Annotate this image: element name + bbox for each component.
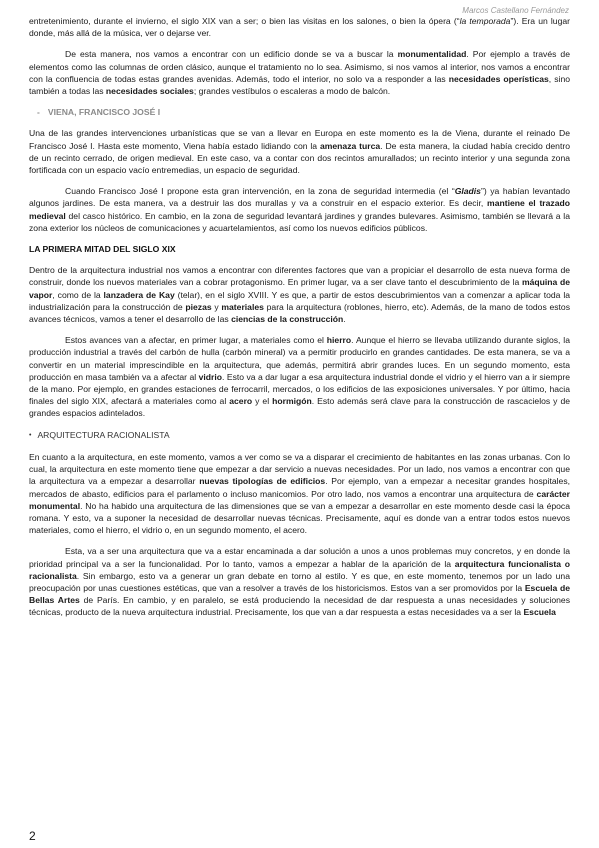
page-body: [29, 15, 570, 628]
paragraph: Dentro de la arquitectura industrial nos vamos a encontrar con diferentes factores que van a propiciar el desarrollo de esta nueva forma de construir, donde los nuevos materiales van a cobrar protagonismo. En primer lugar, va a ser clave tanto el descubrimiento de la máquina de vapor, como de la lanzadera de Kay (telar), en el siglo XVIII. Y es que, a partir de estos descubrimientos van a comenzar a aplicar toda la industrialización para la construcción de piezas y materiales para la arquitectura (roblones, hierro, etc). Además, de la mano de todos estos avances técnicos, vamos a tener el desarrollo de las ciencias de la construcción.: [29, 265, 571, 325]
paragraph: entretenimiento, durante el invierno, el siglo XIX van a ser; o bien las visitas en los salones, o bien la ópera (“la temporada”). Era un lugar donde, más allá de la música, ver o dejarse ver.: [29, 16, 570, 39]
paragraph: De esta manera, nos vamos a encontrar con un edificio donde se va a buscar la monumentalidad. Por ejemplo a través de elementos como las columnas de orden clásico, aunque el tratamiento no lo sea. Asimismo, si nos vamos al interior, nos vamos a encontrar con la confluencia de todas estas grandes avenidas. Además, todo el interior, no solo va a responder a las necesidades operísticas, sino también a todas las necesidades sociales; grandes vestíbulos o escaleras a modo de balcón.: [29, 49, 571, 97]
paragraph: Estos avances van a afectar, en primer lugar, a materiales como el hierro. Aunque el hierro se llevaba utilizando durante siglos, la producción industrial a través del carbón de hulla (carbón mineral) va a permitir producirlo en grandes cantidades. De esta manera, se va a convertir en un material imprescindible en la arquitectura, que además, permitirá abrir grandes luces. En un segundo momento, esta producción en masa también va a afectar al vidrio. Esto va a dar lugar a esa arquitectura industrial donde el vidrio y el hierro van a ir siempre de la mano. Por ejemplo, en grandes estaciones de ferrocarril, mercados, o los edificios de las exposiciones universales. Y por último, hacia finales del siglo XIX, afectará a materiales como al acero y el hormigón. Esto además será clave para la construcción de rascacielos y de grandes espacios adintelados.: [29, 335, 570, 419]
running-header: Marcos Castellano Fernández: [462, 6, 569, 15]
section-heading-viena: - VIENA, FRANCISCO JOSÉ I: [37, 107, 161, 118]
paragraph: Una de las grandes intervenciones urbanísticas que se van a llevar en Europa en este momento es la de Viena, durante el reinado De Francisco José I. Hasta este momento, Viena había estado lidiando con la amenaza turca. De esta manera, la ciudad había crecido dentro de un recinto cerrado, de origen medieval. En este caso, va a contar con dos recintos amurallados; un recinto interior y una segunda zona fortificada con un espacio vacío entremedias, un espacio de seguridad.: [29, 128, 570, 176]
section-heading-primera-mitad: LA PRIMERA MITAD DEL SIGLO XIX: [29, 244, 176, 255]
paragraph: En cuanto a la arquitectura, en este momento, vamos a ver como se va a disparar el crecimiento de habitantes en las zonas urbanas. Con lo cual, la arquitectura en este momento tiene que empezar a dar servicio a nuevas necesidades. Por un lado, nos vamos a encontrar con que la arquitectura va a empezar a desarrollar nuevas tipologías de edificios. Por ejemplo, van a empezar a necesitar grandes hospitales, mercados de abasto, edificios para el parlamento o incluso manicomios. Por otro lado, nos vamos a encontrar una arquitectura de carácter monumental. No ha habido una arquitectura de las dimensiones que se van a empezar a desarrollar en este momento desde casi la época romana. Y esto, va a suponer la necesidad de desarrollar nuevas técnicas. Precisamente, aquí es donde van a entrar todos estos nuevos materiales, como el hierro, el vidrio o, en un segundo momento, el acero.: [29, 451, 571, 536]
section-heading-racionalista: • ARQUITECTURA RACIONALISTA: [29, 429, 170, 440]
paragraph: Esta, va a ser una arquitectura que va a estar encaminada a dar solución a unos a unos problemas muy concretos, y en donde la prioridad principal va a ser la funcionalidad. Por lo tanto, vamos a empezar a hablar de la aparición de la arquitectura funcionalista o racionalista. Sin embargo, esto va a generar un gran debate en torno al estilo. Y es que, en este momento, tenemos por un lado una preocupación por unas cuestiones estéticas, que van a resolver a través de los historicismos. Estos van a ser promovidos por la Escuela de Bellas Artes de París. En cambio, y en paralelo, se está produciendo la necesidad de dar respuesta a unas necesidades y soluciones técnicas, producto de la nueva arquitectura industrial. Precisamente, los que van a dar respuesta a estas necesidades va a ser la Escuela: [29, 546, 571, 618]
paragraph: Cuando Francisco José I propone esta gran intervención, en la zona de seguridad intermedia (el “Gladis”) ya habían levantado algunos jardines. De esta manera, va a destruir las dos murallas y va a construir en el espacio exterior. Es decir, mantiene el trazado medieval del casco histórico. En cambio, en la zona de seguridad levantará jardines y grandes bulevares. Asimismo, también se llevará a la zona exterior los núcleos de comunicaciones y acuartelamientos, así como los nuevos edificios públicos.: [29, 186, 571, 233]
page-number: 2: [29, 829, 36, 843]
